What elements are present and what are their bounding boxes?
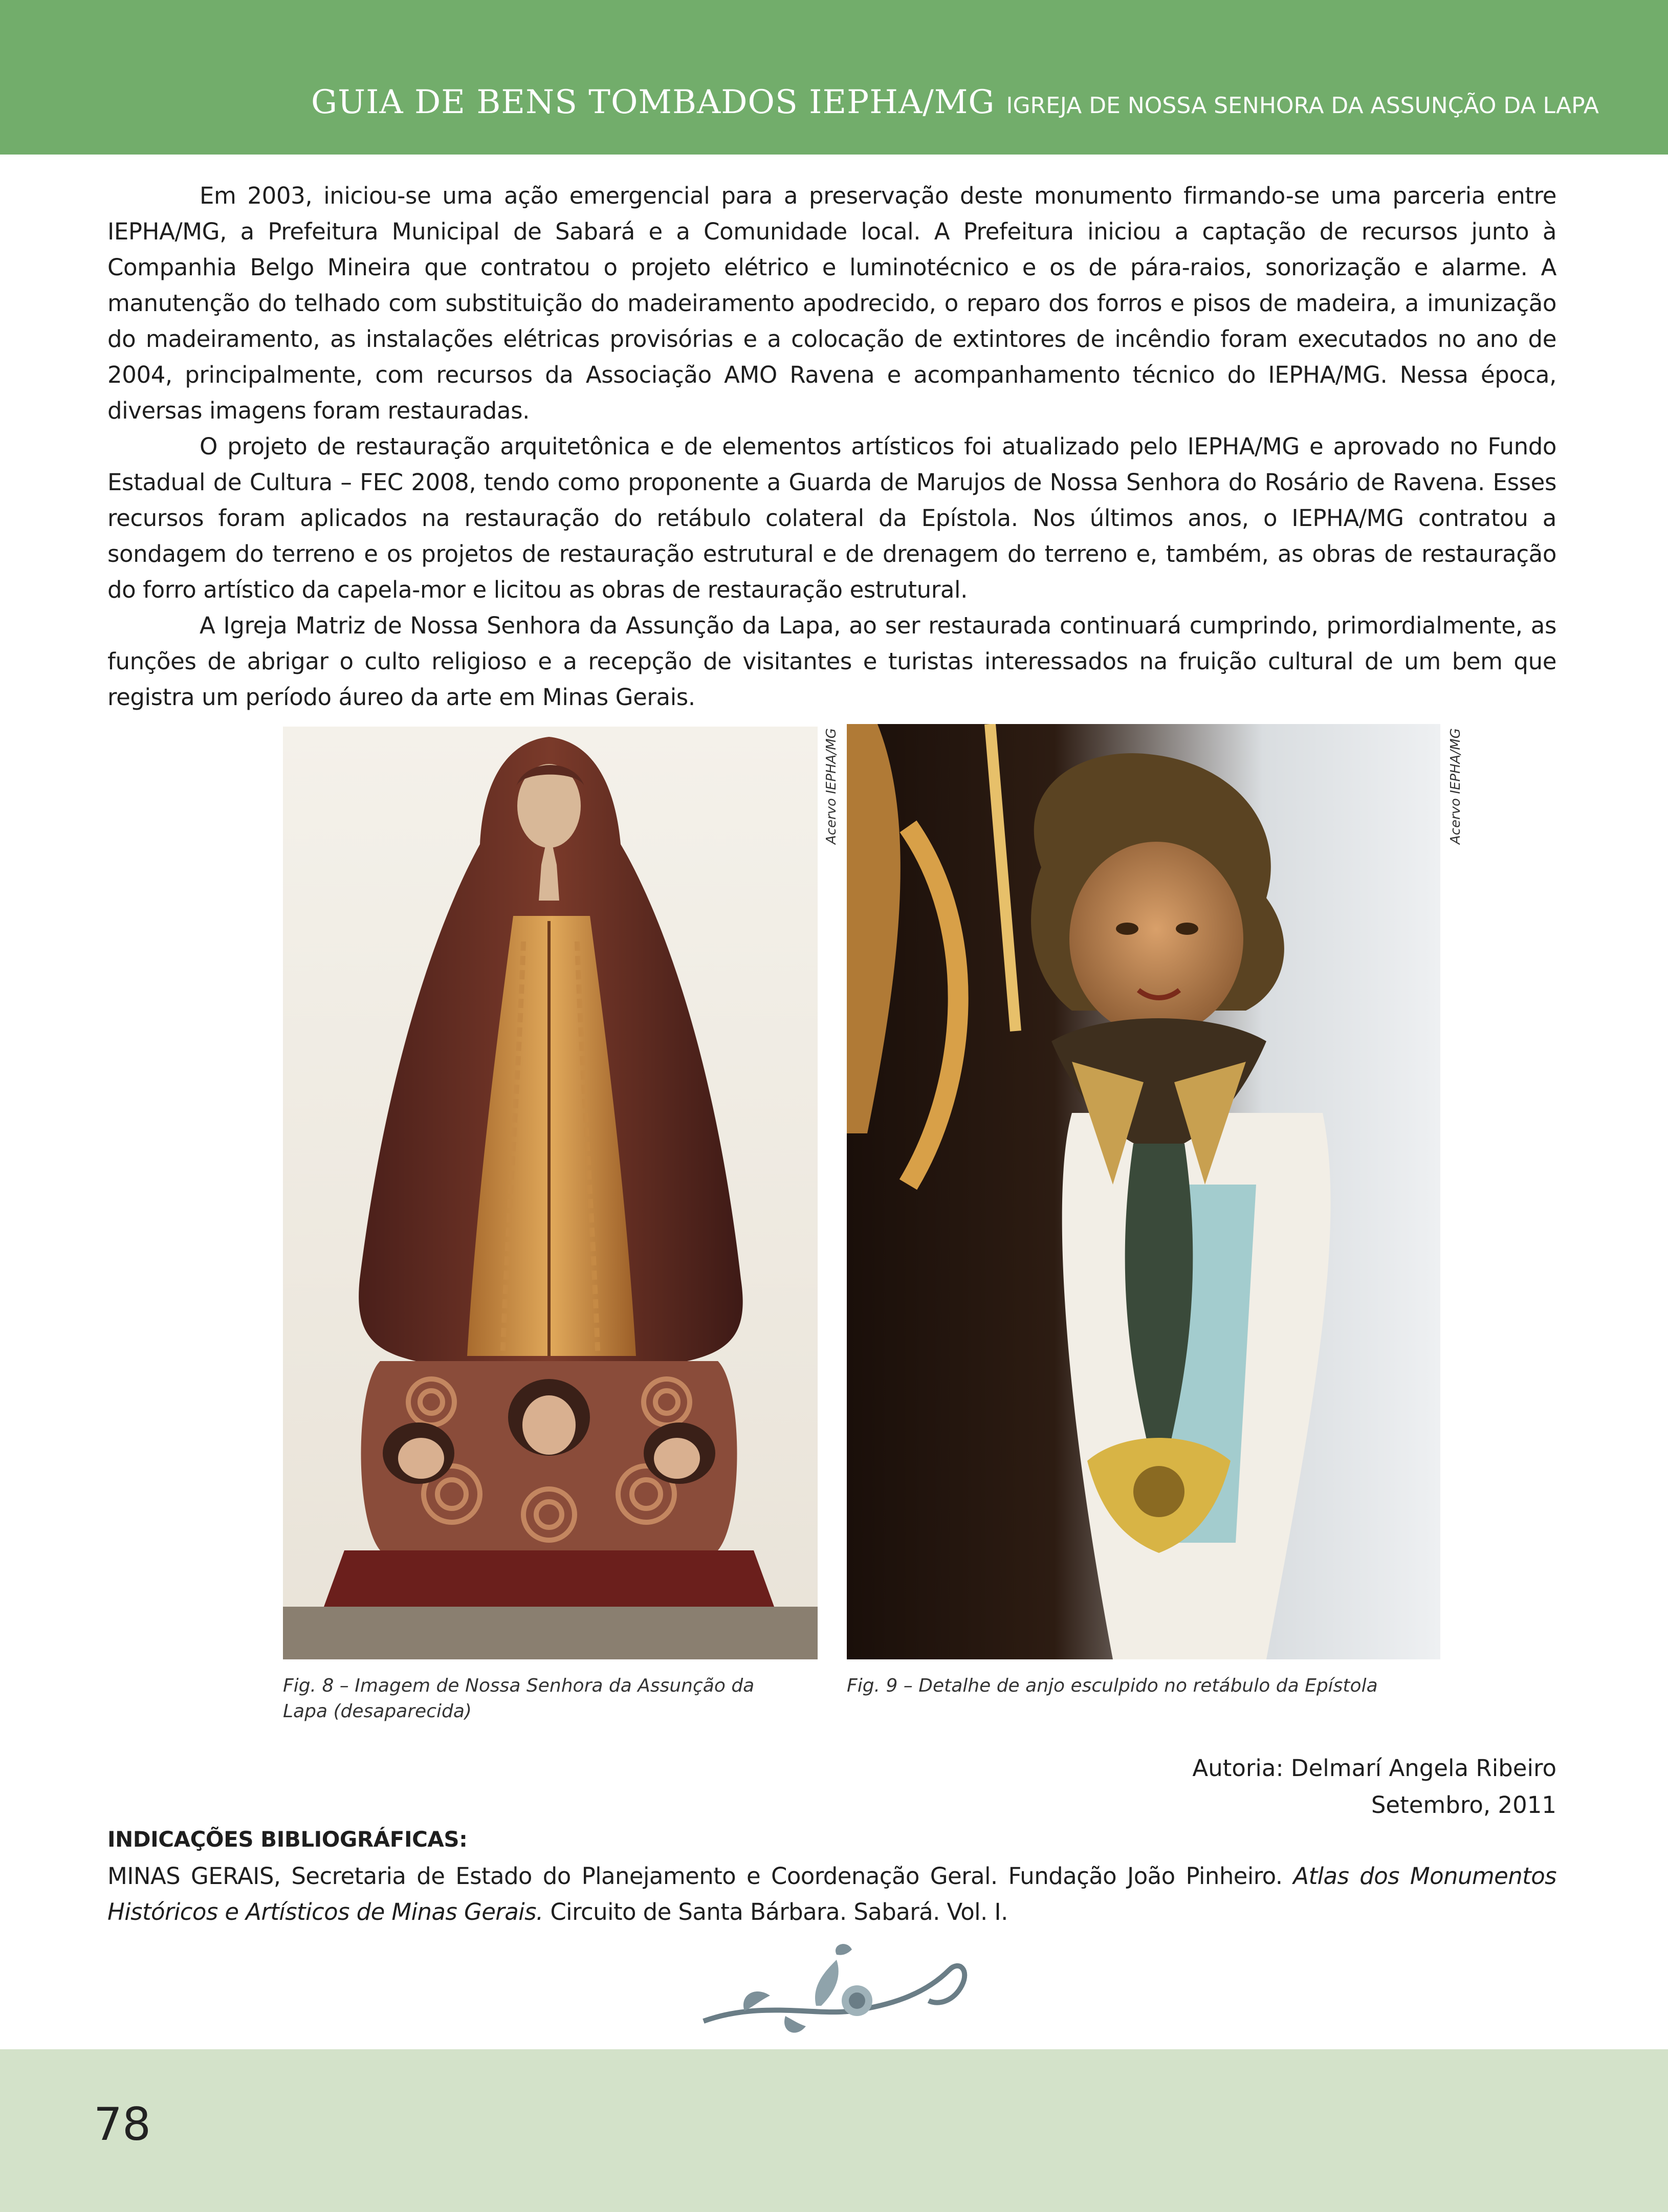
publication-title: GUIA DE BENS TOMBADOS IEPHA/MG <box>311 83 995 121</box>
bibliography-entry <box>107 1858 1556 1930</box>
paragraph: Em 2003, iniciou-se uma ação emergencial para a preservação deste monumento firmando-se uma parceria entre IEPHA/MG, a Prefeitura Municipal de Sabará e a Comunidade local. A Prefeitura iniciou a captação de recursos junto à Companhia Belgo Mineira que contratou o projeto elétrico e luminotécnico e os de pára-raios, sonorização e alarme. A manutenção do telhado com substituição do madeiramento apodrecido, o reparo dos forros e pisos de madeira, a imunização do madeiramento, as instalações elétricas provisórias e a colocação de extintores de incêndio foram executados no ano de 2004, principalmente, com recursos da Associação AMO Ravena e acompanhamento técnico do IEPHA/MG. Nessa época, diversas imagens foram restauradas. <box>107 182 1556 424</box>
madonna-statue-image <box>283 727 818 1659</box>
page-footer <box>0 2049 1668 2212</box>
paragraph: A Igreja Matriz de Nossa Senhora da Assunção da Lapa, ao ser restaurada continuará cumprindo, primordialmente, as funções de abrigar o culto religioso e a recepção de visitantes e turistas interessados na fruição cultural de um bem que registra um período áureo da arte em Minas Gerais. <box>107 612 1556 711</box>
carved-angel-image <box>847 724 1440 1659</box>
bibliography-text: Circuito de Santa Bárbara. Sabará. Vol. I. <box>543 1898 1008 1925</box>
author-name: Autoria: Delmarí Angela Ribeiro <box>1192 1755 1556 1782</box>
bibliography-heading: INDICAÇÕES BIBLIOGRÁFICAS: <box>107 1827 468 1852</box>
figure-9-caption: Fig. 9 – Detalhe de anjo esculpido no retábulo da Epístola <box>847 1675 1378 1696</box>
header-title <box>311 83 1599 121</box>
figure-8-caption: Fig. 8 – Imagem de Nossa Senhora da Assunção da Lapa (desaparecida) <box>283 1675 755 1722</box>
page-number: 78 <box>94 2098 151 2151</box>
photo-credit: Acervo IEPHA/MG <box>1448 728 1463 844</box>
figure-9-photo <box>847 724 1440 1659</box>
author-date: Setembro, 2011 <box>1371 1791 1556 1819</box>
body-text <box>107 178 1556 715</box>
page-header <box>0 0 1668 155</box>
section-title: IGREJA DE NOSSA SENHORA DA ASSUNÇÃO DA LAPA <box>1006 93 1599 119</box>
photo-credit: Acervo IEPHA/MG <box>824 728 839 844</box>
rose-ornament-icon <box>683 1939 985 2042</box>
figure-8-photo <box>283 727 818 1659</box>
author-block <box>1192 1750 1556 1824</box>
paragraph: O projeto de restauração arquitetônica e de elementos artísticos foi atualizado pelo IEPHA/MG e aprovado no Fundo Estadual de Cultura – FEC 2008, tendo como proponente a Guarda de Marujos de Nossa Senhora do Rosário de Ravena. Esses recursos foram aplicados na restauração do retábulo colateral da Epístola. Nos últimos anos, o IEPHA/MG contratou a sondagem do terreno e os projetos de restauração estrutural e de drenagem do terreno e, também, as obras de restauração do forro artístico da capela-mor e licitou as obras de restauração estrutural. <box>107 433 1556 603</box>
bibliography-title: Atlas dos Monumentos Históricos e Artísticos de Minas Gerais. <box>107 1863 1556 1925</box>
bibliography-text: MINAS GERAIS, Secretaria de Estado do Planejamento e Coordenação Geral. Fundação João Pinheiro. <box>107 1863 1293 1890</box>
